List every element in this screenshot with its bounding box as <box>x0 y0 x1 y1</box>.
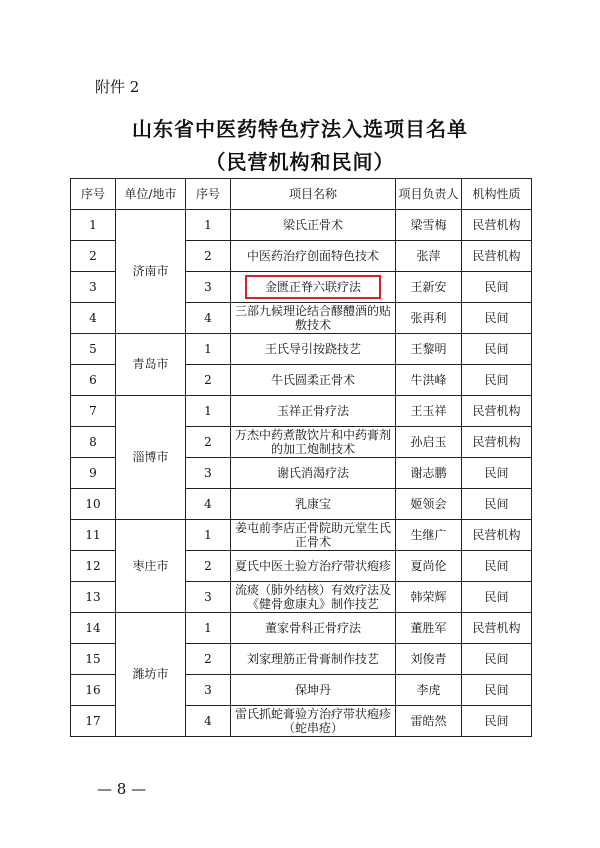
project-name: 夏氏中医土验方治疗带状疱疹 <box>231 551 396 582</box>
row-index: 6 <box>71 365 116 396</box>
table-row <box>71 334 532 365</box>
row-index: 13 <box>71 582 116 613</box>
institution-type: 民营机构 <box>462 613 532 644</box>
attachment-label: 附件 2 <box>95 78 140 96</box>
row-sub-index: 1 <box>186 520 231 551</box>
table-row <box>71 613 532 644</box>
project-leader: 生继广 <box>396 520 462 551</box>
header-project-name: 项目名称 <box>231 179 396 210</box>
row-sub-index: 3 <box>186 458 231 489</box>
row-index: 14 <box>71 613 116 644</box>
project-leader: 夏尚伦 <box>396 551 462 582</box>
project-name: 牛氏圆柔正骨术 <box>231 365 396 396</box>
row-index: 16 <box>71 675 116 706</box>
institution-type: 民营机构 <box>462 210 532 241</box>
project-leader: 李虎 <box>396 675 462 706</box>
institution-type: 民营机构 <box>462 241 532 272</box>
city-cell: 济南市 <box>116 210 186 334</box>
institution-type: 民间 <box>462 551 532 582</box>
page-number: — 8 — <box>97 780 147 798</box>
institution-type: 民间 <box>462 644 532 675</box>
institution-type: 民营机构 <box>462 520 532 551</box>
project-leader: 董胜军 <box>396 613 462 644</box>
project-name: 三部九候理论结合醪醴酒的贴敷技术 <box>231 303 396 334</box>
city-cell: 枣庄市 <box>116 520 186 613</box>
table-row <box>71 520 532 551</box>
row-sub-index: 3 <box>186 582 231 613</box>
row-sub-index: 1 <box>186 396 231 427</box>
institution-type: 民营机构 <box>462 396 532 427</box>
row-sub-index: 2 <box>186 365 231 396</box>
header-city: 单位/地市 <box>116 179 186 210</box>
project-leader: 韩荣辉 <box>396 582 462 613</box>
row-sub-index: 1 <box>186 613 231 644</box>
row-sub-index: 4 <box>186 303 231 334</box>
row-index: 11 <box>71 520 116 551</box>
row-index: 8 <box>71 427 116 458</box>
institution-type: 民间 <box>462 706 532 737</box>
project-leader: 姬领会 <box>396 489 462 520</box>
table-row <box>71 396 532 427</box>
header-institution-type: 机构性质 <box>462 179 532 210</box>
project-leader: 张萍 <box>396 241 462 272</box>
project-name: 姜屯前李店正骨院助元堂生氏正骨术 <box>231 520 396 551</box>
project-name: 雷氏抓蛇膏验方治疗带状疱疹（蛇串疮） <box>231 706 396 737</box>
project-leader: 王玉祥 <box>396 396 462 427</box>
table-header-row <box>71 179 532 210</box>
row-index: 3 <box>71 272 116 303</box>
highlighted-project-name: 金匮正脊六联疗法 <box>245 275 381 299</box>
row-index: 17 <box>71 706 116 737</box>
institution-type: 民间 <box>462 365 532 396</box>
row-index: 5 <box>71 334 116 365</box>
project-name: 谢氏消渴疗法 <box>231 458 396 489</box>
institution-type: 民间 <box>462 458 532 489</box>
institution-type: 民间 <box>462 582 532 613</box>
project-name: 王氏导引按跷技艺 <box>231 334 396 365</box>
row-index: 4 <box>71 303 116 334</box>
project-name: 玉祥正骨疗法 <box>231 396 396 427</box>
row-sub-index: 2 <box>186 427 231 458</box>
city-cell: 淄博市 <box>116 396 186 520</box>
project-leader: 梁雪梅 <box>396 210 462 241</box>
row-sub-index: 3 <box>186 675 231 706</box>
project-name: 保坤丹 <box>231 675 396 706</box>
row-sub-index: 1 <box>186 210 231 241</box>
project-leader: 雷皓然 <box>396 706 462 737</box>
project-list-table <box>70 178 532 737</box>
table-row <box>71 210 532 241</box>
document-subtitle: （民营机构和民间） <box>205 150 395 174</box>
city-cell: 潍坊市 <box>116 613 186 737</box>
institution-type: 民间 <box>462 303 532 334</box>
project-name: 刘家理筋正骨膏制作技艺 <box>231 644 396 675</box>
project-leader: 刘俊青 <box>396 644 462 675</box>
header-index: 序号 <box>71 179 116 210</box>
institution-type: 民间 <box>462 334 532 365</box>
row-index: 1 <box>71 210 116 241</box>
project-leader: 孙启玉 <box>396 427 462 458</box>
header-sub-index: 序号 <box>186 179 231 210</box>
project-leader: 牛洪峰 <box>396 365 462 396</box>
row-sub-index: 2 <box>186 241 231 272</box>
project-name: 中医药治疗创面特色技术 <box>231 241 396 272</box>
project-name: 万杰中药煮散饮片和中药膏剂的加工炮制技术 <box>231 427 396 458</box>
project-leader: 王黎明 <box>396 334 462 365</box>
city-cell: 青岛市 <box>116 334 186 396</box>
row-index: 10 <box>71 489 116 520</box>
row-index: 7 <box>71 396 116 427</box>
row-sub-index: 4 <box>186 706 231 737</box>
project-name-highlighted <box>231 272 396 303</box>
row-index: 9 <box>71 458 116 489</box>
row-sub-index: 2 <box>186 551 231 582</box>
row-index: 12 <box>71 551 116 582</box>
row-sub-index: 1 <box>186 334 231 365</box>
row-sub-index: 2 <box>186 644 231 675</box>
project-leader: 谢志鹏 <box>396 458 462 489</box>
project-name: 梁氏正骨术 <box>231 210 396 241</box>
institution-type: 民间 <box>462 272 532 303</box>
institution-type: 民间 <box>462 489 532 520</box>
document-title: 山东省中医药特色疗法入选项目名单 <box>132 117 468 141</box>
header-leader: 项目负责人 <box>396 179 462 210</box>
institution-type: 民间 <box>462 675 532 706</box>
project-leader: 王新安 <box>396 272 462 303</box>
row-index: 15 <box>71 644 116 675</box>
project-name: 流痰（肺外结核）有效疗法及《健骨愈康丸》制作技艺 <box>231 582 396 613</box>
project-name: 董家骨科正骨疗法 <box>231 613 396 644</box>
institution-type: 民营机构 <box>462 427 532 458</box>
row-sub-index: 3 <box>186 272 231 303</box>
project-leader: 张再利 <box>396 303 462 334</box>
row-sub-index: 4 <box>186 489 231 520</box>
project-name: 乳康宝 <box>231 489 396 520</box>
row-index: 2 <box>71 241 116 272</box>
